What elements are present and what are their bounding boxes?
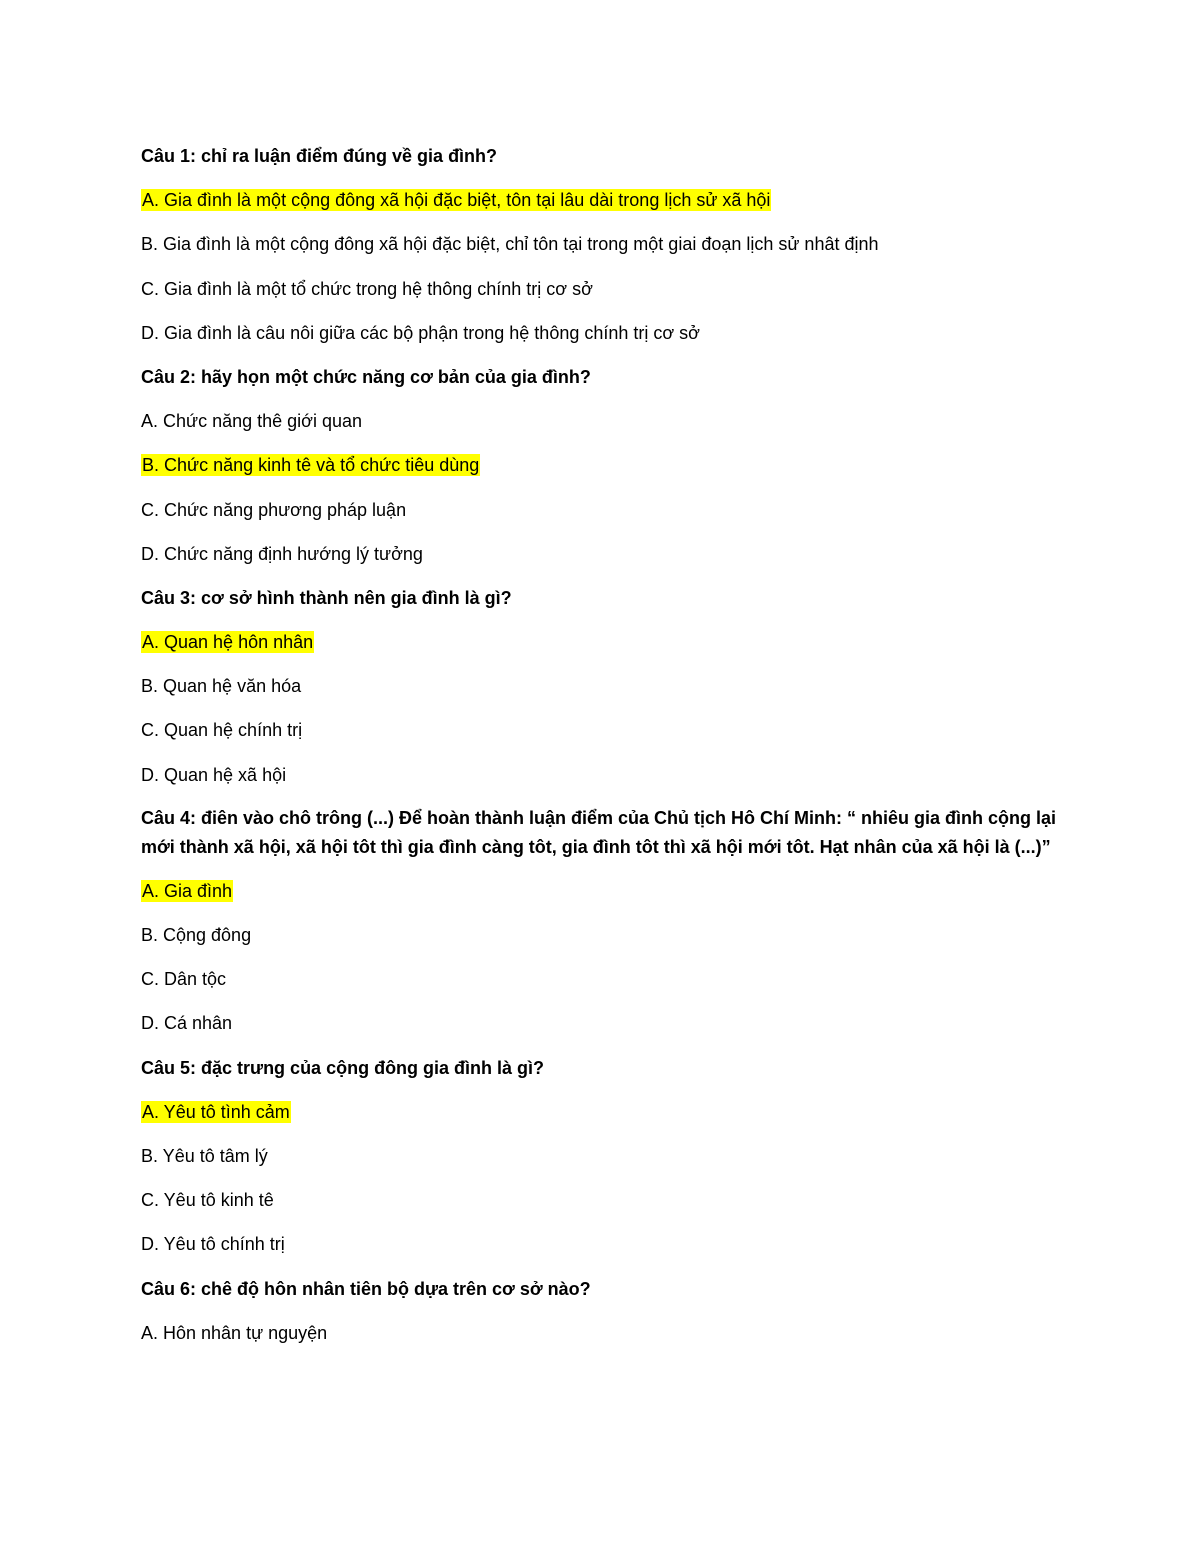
question-1-option-c: C. Gia đình là một tổ chức trong hệ thông chính trị cơ sở <box>141 278 593 299</box>
question-2-option-c: C. Chức năng phương pháp luận <box>141 499 407 520</box>
question-6-option-a: A. Hôn nhân tự nguyện <box>141 1322 328 1343</box>
answer-highlight: A. Gia đình là một cộng đông xã hội đặc biệt, tôn tại lâu dài trong lịch sử xã hội <box>142 190 771 211</box>
question-6: Câu 6: chê độ hôn nhân tiên bộ dựa trên cơ sở nào? <box>141 1278 591 1299</box>
question-4-option-a <box>141 876 1061 906</box>
question-2-option-d: D. Chức năng định hướng lý tưởng <box>141 543 423 564</box>
question-5-option-a <box>141 1097 1061 1127</box>
document-body <box>141 141 1061 1362</box>
question-4-option-b: B. Cộng đông <box>141 925 252 945</box>
question-1-option-d: D. Gia đình là câu nôi giữa các bộ phận trong hệ thông chính trị cơ sở <box>141 322 700 343</box>
question-2: Câu 2: hãy họn một chức năng cơ bản của gia đình? <box>141 366 591 387</box>
question-3-option-a <box>141 627 1061 657</box>
question-1-option-b: B. Gia đình là một cộng đông xã hội đặc biệt, chỉ tôn tại trong một giai đoạn lịch sử nhât định <box>141 234 879 255</box>
question-4-option-c: C. Dân tộc <box>141 969 227 990</box>
question-3: Câu 3: cơ sở hình thành nên gia đình là gì? <box>141 587 512 608</box>
question-5-option-d: D. Yêu tô chính trị <box>141 1234 285 1255</box>
question-3-option-d: D. Quan hệ xã hội <box>141 764 287 785</box>
question-5-option-c: C. Yêu tô kinh tê <box>141 1190 274 1211</box>
answer-highlight: A. Gia đình <box>142 880 233 901</box>
answer-highlight: A. Yêu tô tình cảm <box>142 1101 290 1122</box>
answer-highlight: B. Chức năng kinh tê và tổ chức tiêu dùng <box>142 455 480 476</box>
question-3-option-c: C. Quan hệ chính trị <box>141 720 303 741</box>
question-2-option-a: A. Chức năng thê giới quan <box>141 411 362 432</box>
answer-highlight: A. Quan hệ hôn nhân <box>142 632 314 653</box>
question-5-option-b: B. Yêu tô tâm lý <box>141 1145 268 1166</box>
question-5: Câu 5: đặc trưng của cộng đông gia đình là gì? <box>141 1057 545 1078</box>
question-1: Câu 1: chỉ ra luận điểm đúng về gia đình? <box>141 146 498 166</box>
question-4-option-d: D. Cá nhân <box>141 1013 233 1034</box>
question-2-option-b <box>141 450 1061 480</box>
question-1-option-a <box>141 185 1061 215</box>
question-3-option-b: B. Quan hệ văn hóa <box>141 676 302 697</box>
question-4: Câu 4: điên vào chô trông (...) Để hoàn thành luận điểm của Chủ tịch Hô Chí Minh: “ nhiêu gia đình cộng lại mới thành xã hội, xã hội tôt thì gia đình càng tôt, gia đình tôt thì xã hội mới tôt. Hạt nhân của xã hội là (...)” <box>141 807 1057 857</box>
